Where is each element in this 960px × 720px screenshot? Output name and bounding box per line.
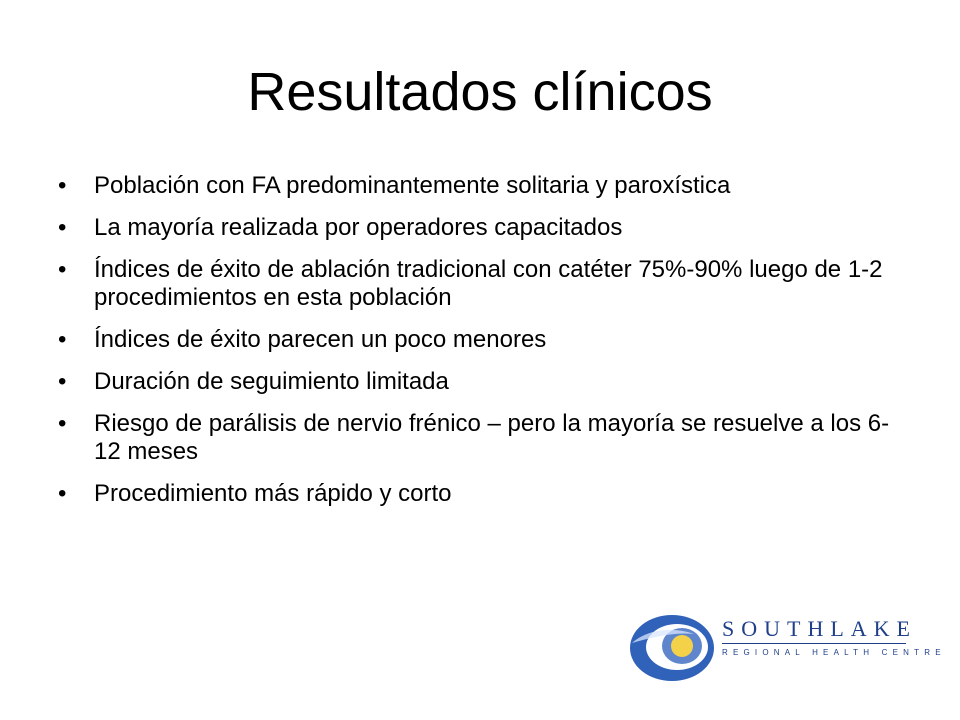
bullet-marker: • bbox=[58, 326, 67, 353]
bullet-marker: • bbox=[58, 256, 67, 283]
bullet-text: La mayoría realizada por operadores capacitados bbox=[94, 214, 623, 241]
bullet-item bbox=[58, 368, 908, 396]
bullet-marker: • bbox=[58, 172, 67, 199]
southlake-logo-icon bbox=[624, 610, 714, 686]
bullet-text: Duración de seguimiento limitada bbox=[94, 368, 449, 395]
bullet-item bbox=[58, 256, 908, 312]
bullet-text: Riesgo de parálisis de nervio frénico – pero la mayoría se resuelve a los 6-12 meses bbox=[94, 410, 890, 465]
slide-title: Resultados clínicos bbox=[247, 62, 713, 122]
bullet-item bbox=[58, 480, 908, 508]
bullet-marker: • bbox=[58, 410, 67, 437]
bullet-item bbox=[58, 214, 908, 242]
bullet-item bbox=[58, 172, 908, 200]
logo-name: SOUTHLAKE bbox=[722, 616, 917, 641]
bullet-marker: • bbox=[58, 480, 67, 507]
southlake-logo bbox=[624, 610, 946, 686]
bullet-item bbox=[58, 410, 908, 466]
logo-subtitle: REGIONAL HEALTH CENTRE bbox=[722, 648, 946, 657]
bullet-text: Índices de éxito de ablación tradicional con catéter 75%-90% luego de 1-2 procedimientos en esta población bbox=[94, 256, 883, 311]
bullet-text: Índices de éxito parecen un poco menores bbox=[94, 326, 547, 353]
bullet-marker: • bbox=[58, 214, 67, 241]
bullet-text: Procedimiento más rápido y corto bbox=[94, 480, 452, 507]
bullet-marker: • bbox=[58, 368, 67, 395]
bullet-item bbox=[58, 326, 908, 354]
bullet-text: Población con FA predominantemente solitaria y paroxística bbox=[94, 172, 731, 199]
bullet-list bbox=[58, 172, 908, 522]
logo-divider bbox=[722, 643, 906, 644]
